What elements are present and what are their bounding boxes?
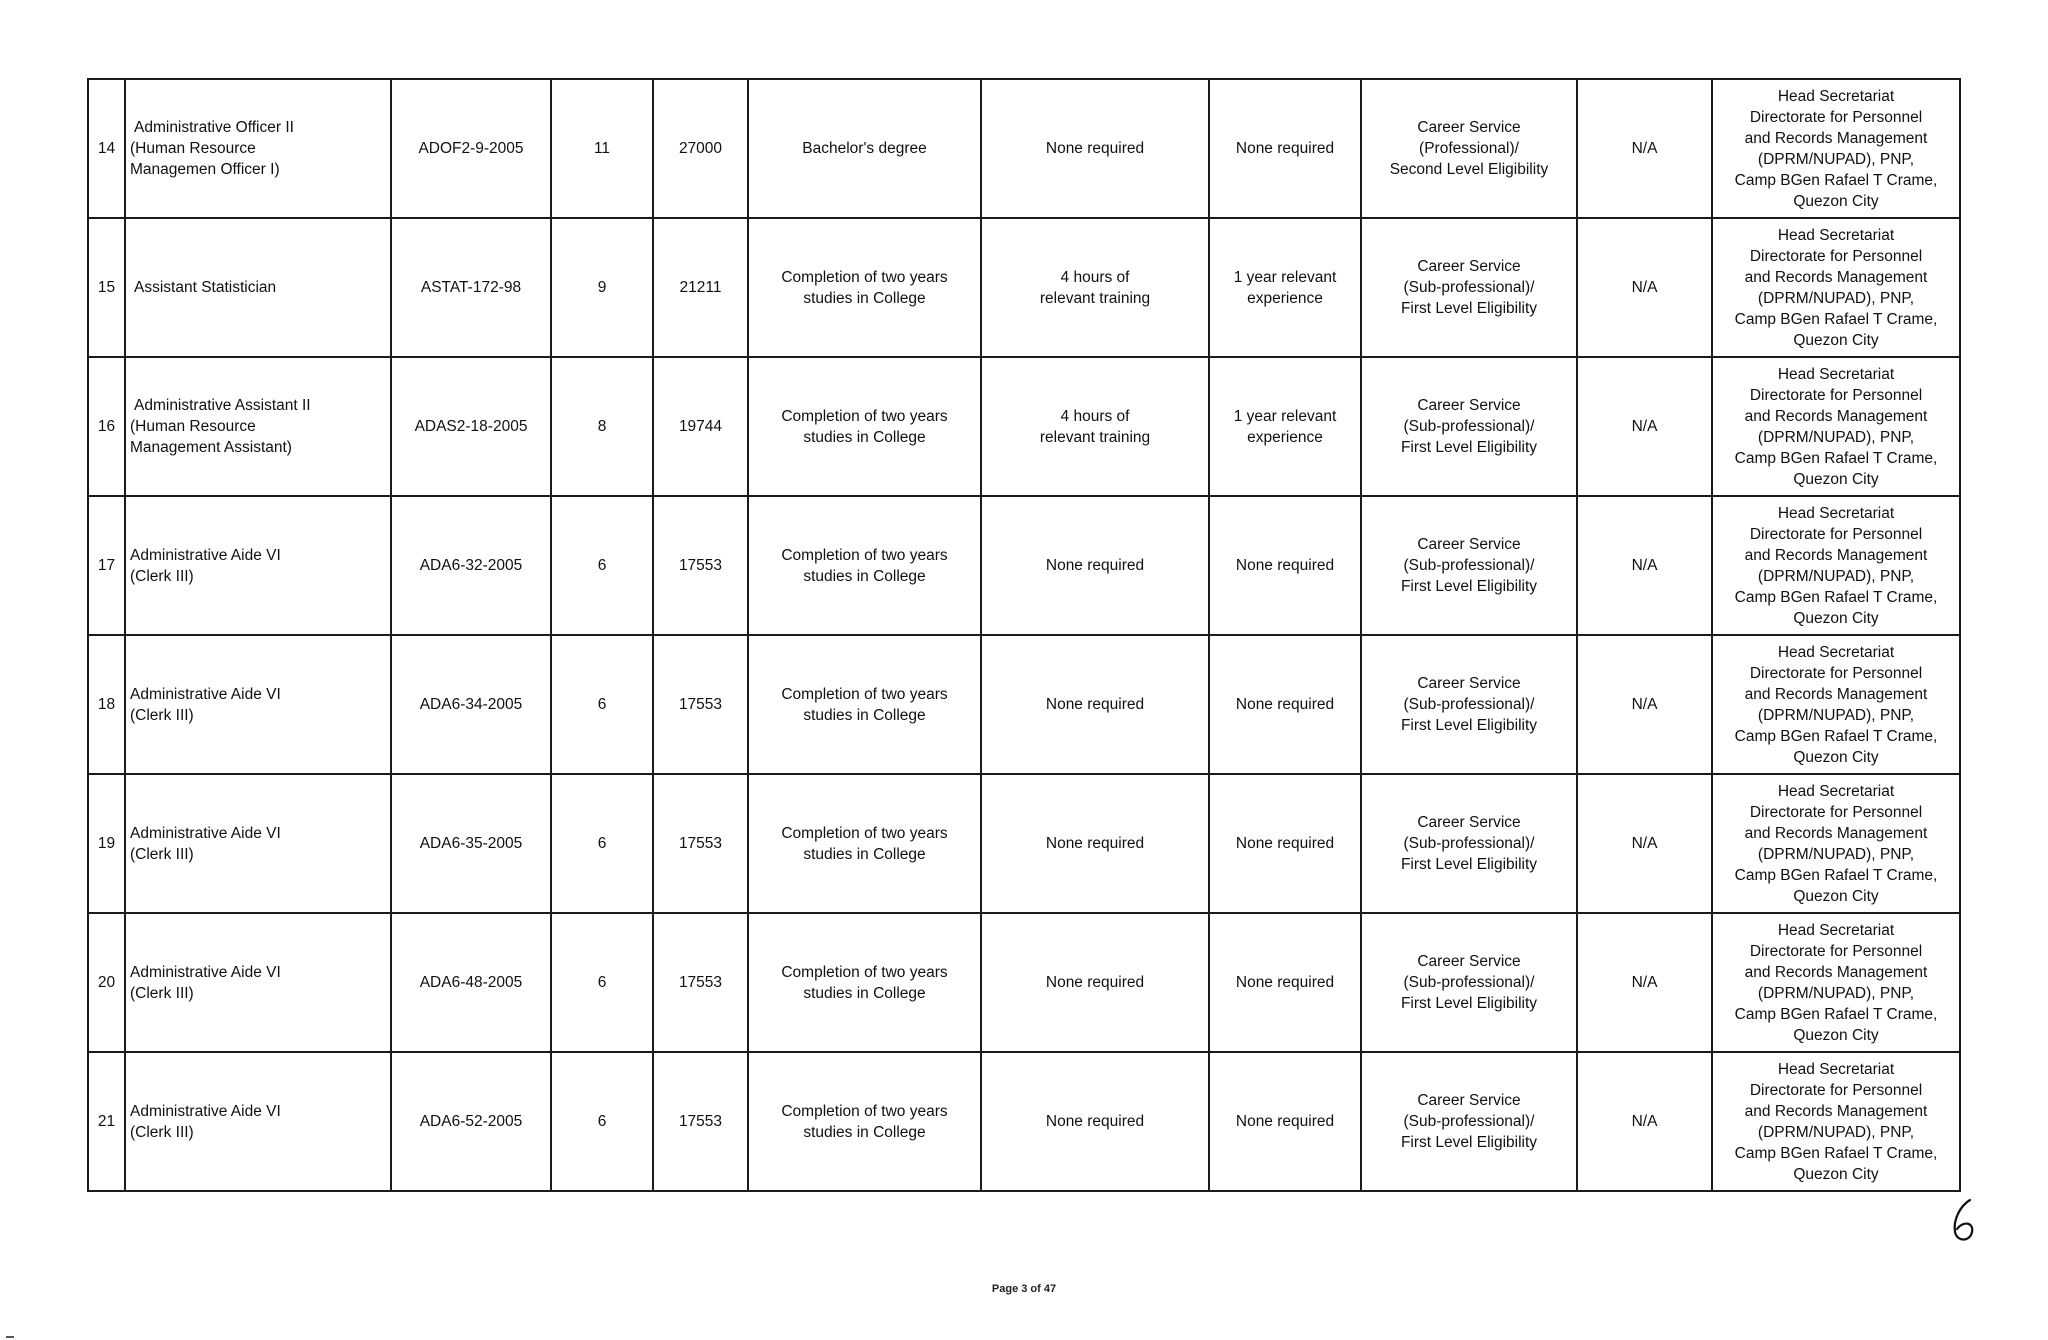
competency-cell: N/A xyxy=(1577,218,1712,357)
training-line: relevant training xyxy=(1039,289,1151,307)
place-line: Directorate for Personnel xyxy=(1749,247,1923,265)
competency-cell: N/A xyxy=(1577,79,1712,218)
place-line: Quezon City xyxy=(1793,1026,1879,1044)
place-line: Directorate for Personnel xyxy=(1749,108,1923,126)
monthly-salary-cell: 17553 xyxy=(653,774,748,913)
experience-line: 1 year relevant xyxy=(1233,268,1337,286)
place-line: Quezon City xyxy=(1793,609,1879,627)
education-line: studies in College xyxy=(803,289,926,307)
place-line: Quezon City xyxy=(1793,192,1879,210)
training-line: None required xyxy=(1045,140,1145,157)
row-number-cell: 20 xyxy=(88,913,125,1052)
education-line: Completion of two years xyxy=(781,407,948,425)
item-number-cell: ADA6-48-2005 xyxy=(391,913,551,1052)
experience-line: None required xyxy=(1235,835,1335,852)
eligibility-line: (Sub-professional)/ xyxy=(1403,418,1535,435)
education-cell xyxy=(748,774,981,913)
experience-cell xyxy=(1209,496,1361,635)
salary-grade-cell: 8 xyxy=(551,357,653,496)
training-cell xyxy=(981,496,1209,635)
item-number-cell: ASTAT-172-98 xyxy=(391,218,551,357)
row-number-cell: 15 xyxy=(88,218,125,357)
monthly-salary-cell: 17553 xyxy=(653,635,748,774)
salary-grade-cell: 6 xyxy=(551,913,653,1052)
place-line: Camp BGen Rafael T Crame, xyxy=(1734,1005,1938,1023)
experience-cell xyxy=(1209,635,1361,774)
place-line: Directorate for Personnel xyxy=(1749,664,1923,682)
place-line: and Records Management xyxy=(1744,129,1928,147)
training-line: None required xyxy=(1045,974,1145,991)
position-line: Administrative Aide VI xyxy=(130,685,281,703)
experience-cell xyxy=(1209,1052,1361,1191)
experience-cell xyxy=(1209,79,1361,218)
position-line: Administrative Aide VI xyxy=(130,963,281,981)
position-title-cell xyxy=(125,913,391,1052)
place-of-assignment-cell xyxy=(1712,1052,1960,1191)
monthly-salary-cell: 21211 xyxy=(653,218,748,357)
education-cell xyxy=(748,357,981,496)
place-line: Directorate for Personnel xyxy=(1749,525,1923,543)
education-cell xyxy=(748,496,981,635)
experience-line: None required xyxy=(1235,696,1335,713)
place-line: Camp BGen Rafael T Crame, xyxy=(1734,449,1938,467)
place-of-assignment-cell xyxy=(1712,913,1960,1052)
training-cell xyxy=(981,79,1209,218)
eligibility-cell xyxy=(1361,357,1577,496)
salary-grade-cell: 6 xyxy=(551,774,653,913)
item-number-cell: ADA6-35-2005 xyxy=(391,774,551,913)
place-line: (DPRM/NUPAD), PNP, xyxy=(1757,984,1915,1002)
place-line: (DPRM/NUPAD), PNP, xyxy=(1757,1123,1915,1141)
place-line: Head Secretariat xyxy=(1777,643,1895,661)
competency-cell: N/A xyxy=(1577,1052,1712,1191)
experience-cell xyxy=(1209,913,1361,1052)
eligibility-line: (Sub-professional)/ xyxy=(1403,835,1535,852)
eligibility-cell xyxy=(1361,635,1577,774)
row-number-cell: 17 xyxy=(88,496,125,635)
experience-cell xyxy=(1209,218,1361,357)
eligibility-cell xyxy=(1361,1052,1577,1191)
eligibility-line: Second Level Eligibility xyxy=(1389,161,1549,178)
table-row xyxy=(88,1052,1960,1191)
position-title-cell xyxy=(125,496,391,635)
eligibility-line: (Sub-professional)/ xyxy=(1403,1113,1535,1130)
training-cell xyxy=(981,1052,1209,1191)
training-line: relevant training xyxy=(1039,428,1151,446)
place-line: Directorate for Personnel xyxy=(1749,803,1923,821)
row-number-cell: 18 xyxy=(88,635,125,774)
training-line: None required xyxy=(1045,696,1145,713)
place-line: (DPRM/NUPAD), PNP, xyxy=(1757,428,1915,446)
place-line: (DPRM/NUPAD), PNP, xyxy=(1757,845,1915,863)
eligibility-line: First Level Eligibility xyxy=(1400,300,1538,317)
position-title-cell xyxy=(125,79,391,218)
competency-cell: N/A xyxy=(1577,635,1712,774)
training-cell xyxy=(981,635,1209,774)
education-line: studies in College xyxy=(803,706,926,724)
monthly-salary-cell: 27000 xyxy=(653,79,748,218)
eligibility-cell xyxy=(1361,218,1577,357)
table-row xyxy=(88,635,1960,774)
education-cell xyxy=(748,635,981,774)
position-line: (Clerk III) xyxy=(130,984,194,1002)
training-line: None required xyxy=(1045,835,1145,852)
place-of-assignment-cell xyxy=(1712,635,1960,774)
row-number-cell: 19 xyxy=(88,774,125,913)
table-row xyxy=(88,913,1960,1052)
eligibility-line: Career Service xyxy=(1417,397,1521,414)
place-line: Head Secretariat xyxy=(1777,782,1895,800)
experience-cell xyxy=(1209,357,1361,496)
vacancy-table xyxy=(87,78,1961,1192)
table-row xyxy=(88,496,1960,635)
education-line: Completion of two years xyxy=(781,963,948,981)
education-cell xyxy=(748,218,981,357)
training-line: None required xyxy=(1045,557,1145,574)
table-row xyxy=(88,79,1960,218)
education-line: studies in College xyxy=(803,567,926,585)
education-line: studies in College xyxy=(803,984,926,1002)
item-number-cell: ADA6-52-2005 xyxy=(391,1052,551,1191)
place-line: Camp BGen Rafael T Crame, xyxy=(1734,588,1938,606)
position-line: Management Assistant) xyxy=(130,439,292,456)
place-line: Directorate for Personnel xyxy=(1749,942,1923,960)
place-line: Camp BGen Rafael T Crame, xyxy=(1734,171,1938,189)
item-number-cell: ADA6-34-2005 xyxy=(391,635,551,774)
position-line: Administrative Assistant II xyxy=(134,397,311,414)
place-line: Head Secretariat xyxy=(1777,365,1895,383)
experience-line: experience xyxy=(1247,428,1323,446)
experience-line: None required xyxy=(1235,557,1335,574)
place-line: Camp BGen Rafael T Crame, xyxy=(1734,866,1938,884)
monthly-salary-cell: 17553 xyxy=(653,496,748,635)
monthly-salary-cell: 17553 xyxy=(653,913,748,1052)
education-line: Completion of two years xyxy=(781,546,948,564)
place-line: Head Secretariat xyxy=(1777,504,1895,522)
competency-cell: N/A xyxy=(1577,913,1712,1052)
training-cell xyxy=(981,774,1209,913)
place-line: Quezon City xyxy=(1793,748,1879,766)
table-row xyxy=(88,357,1960,496)
training-cell xyxy=(981,913,1209,1052)
education-line: studies in College xyxy=(803,845,926,863)
position-title-cell xyxy=(125,1052,391,1191)
eligibility-line: (Professional)/ xyxy=(1419,140,1519,157)
eligibility-line: First Level Eligibility xyxy=(1400,856,1538,873)
education-line: Completion of two years xyxy=(781,1102,948,1120)
education-line: Completion of two years xyxy=(781,268,948,286)
education-cell xyxy=(748,913,981,1052)
row-number-cell: 14 xyxy=(88,79,125,218)
position-line: (Clerk III) xyxy=(130,845,194,863)
place-line: and Records Management xyxy=(1744,685,1928,703)
education-cell xyxy=(748,1052,981,1191)
competency-cell: N/A xyxy=(1577,496,1712,635)
position-title-cell xyxy=(125,635,391,774)
place-line: Camp BGen Rafael T Crame, xyxy=(1734,1144,1938,1162)
education-line: Completion of two years xyxy=(781,685,948,703)
salary-grade-cell: 11 xyxy=(551,79,653,218)
experience-line: None required xyxy=(1235,1113,1335,1130)
place-line: and Records Management xyxy=(1744,407,1928,425)
table-body xyxy=(88,79,1960,1191)
position-line: Managemen Officer I) xyxy=(130,161,280,178)
place-line: Directorate for Personnel xyxy=(1749,1081,1923,1099)
position-line: (Human Resource xyxy=(130,418,256,435)
place-line: Head Secretariat xyxy=(1777,226,1895,244)
salary-grade-cell: 9 xyxy=(551,218,653,357)
eligibility-line: (Sub-professional)/ xyxy=(1403,557,1535,574)
position-line: Administrative Aide VI xyxy=(130,1102,281,1120)
place-line: (DPRM/NUPAD), PNP, xyxy=(1757,289,1915,307)
eligibility-line: Career Service xyxy=(1417,536,1521,553)
place-line: Directorate for Personnel xyxy=(1749,386,1923,404)
place-line: and Records Management xyxy=(1744,1102,1928,1120)
place-line: Camp BGen Rafael T Crame, xyxy=(1734,727,1938,745)
experience-line: experience xyxy=(1247,289,1323,307)
place-line: and Records Management xyxy=(1744,268,1928,286)
place-line: Quezon City xyxy=(1793,887,1879,905)
position-title-cell xyxy=(125,357,391,496)
position-line: Assistant Statistician xyxy=(134,279,277,296)
eligibility-cell xyxy=(1361,774,1577,913)
item-number-cell: ADOF2-9-2005 xyxy=(391,79,551,218)
place-line: and Records Management xyxy=(1744,824,1928,842)
place-of-assignment-cell xyxy=(1712,79,1960,218)
training-line: None required xyxy=(1045,1113,1145,1130)
position-line: (Clerk III) xyxy=(130,1123,194,1141)
position-title-cell xyxy=(125,218,391,357)
place-of-assignment-cell xyxy=(1712,496,1960,635)
eligibility-line: Career Service xyxy=(1417,1092,1521,1109)
place-line: Quezon City xyxy=(1793,1165,1879,1183)
eligibility-line: Career Service xyxy=(1417,953,1521,970)
eligibility-line: (Sub-professional)/ xyxy=(1403,974,1535,991)
place-line: Quezon City xyxy=(1793,331,1879,349)
eligibility-line: Career Service xyxy=(1417,119,1521,136)
position-line: (Clerk III) xyxy=(130,567,194,585)
eligibility-line: First Level Eligibility xyxy=(1400,717,1538,734)
place-line: (DPRM/NUPAD), PNP, xyxy=(1757,150,1915,168)
place-line: Head Secretariat xyxy=(1777,921,1895,939)
place-of-assignment-cell xyxy=(1712,774,1960,913)
training-line: 4 hours of xyxy=(1060,268,1130,286)
monthly-salary-cell: 17553 xyxy=(653,1052,748,1191)
education-line: Bachelor's degree xyxy=(802,140,927,157)
eligibility-line: (Sub-professional)/ xyxy=(1403,279,1535,296)
place-line: (DPRM/NUPAD), PNP, xyxy=(1757,706,1915,724)
place-line: and Records Management xyxy=(1744,963,1928,981)
place-line: Camp BGen Rafael T Crame, xyxy=(1734,310,1938,328)
handwritten-mark-icon xyxy=(1946,1196,1980,1244)
competency-cell: N/A xyxy=(1577,357,1712,496)
place-line: (DPRM/NUPAD), PNP, xyxy=(1757,567,1915,585)
place-line: Quezon City xyxy=(1793,470,1879,488)
eligibility-cell xyxy=(1361,496,1577,635)
place-line: Head Secretariat xyxy=(1777,1060,1895,1078)
item-number-cell: ADAS2-18-2005 xyxy=(391,357,551,496)
training-cell xyxy=(981,357,1209,496)
page-number: Page 3 of 47 xyxy=(991,1283,1057,1295)
table-row xyxy=(88,218,1960,357)
training-cell xyxy=(981,218,1209,357)
experience-line: 1 year relevant xyxy=(1233,407,1337,425)
competency-cell: N/A xyxy=(1577,774,1712,913)
eligibility-line: Career Service xyxy=(1417,258,1521,275)
education-line: studies in College xyxy=(803,1123,926,1141)
position-title-cell xyxy=(125,774,391,913)
position-line: (Human Resource xyxy=(130,140,256,157)
education-line: Completion of two years xyxy=(781,824,948,842)
experience-cell xyxy=(1209,774,1361,913)
table-row xyxy=(88,774,1960,913)
place-line: and Records Management xyxy=(1744,546,1928,564)
position-line: Administrative Aide VI xyxy=(130,546,281,564)
training-line: 4 hours of xyxy=(1060,407,1130,425)
position-line: (Clerk III) xyxy=(130,706,194,724)
eligibility-line: First Level Eligibility xyxy=(1400,995,1538,1012)
row-number-cell: 16 xyxy=(88,357,125,496)
eligibility-line: Career Service xyxy=(1417,675,1521,692)
row-number-cell: 21 xyxy=(88,1052,125,1191)
position-line: Administrative Officer II xyxy=(134,119,294,136)
eligibility-cell xyxy=(1361,79,1577,218)
salary-grade-cell: 6 xyxy=(551,635,653,774)
eligibility-line: First Level Eligibility xyxy=(1400,578,1538,595)
scan-artifact xyxy=(6,1336,14,1338)
item-number-cell: ADA6-32-2005 xyxy=(391,496,551,635)
salary-grade-cell: 6 xyxy=(551,496,653,635)
eligibility-cell xyxy=(1361,913,1577,1052)
education-cell xyxy=(748,79,981,218)
eligibility-line: First Level Eligibility xyxy=(1400,439,1538,456)
eligibility-line: Career Service xyxy=(1417,814,1521,831)
place-line: Head Secretariat xyxy=(1777,87,1895,105)
eligibility-line: First Level Eligibility xyxy=(1400,1134,1538,1151)
place-of-assignment-cell xyxy=(1712,218,1960,357)
experience-line: None required xyxy=(1235,140,1335,157)
position-line: Administrative Aide VI xyxy=(130,824,281,842)
place-of-assignment-cell xyxy=(1712,357,1960,496)
salary-grade-cell: 6 xyxy=(551,1052,653,1191)
education-line: studies in College xyxy=(803,428,926,446)
monthly-salary-cell: 19744 xyxy=(653,357,748,496)
experience-line: None required xyxy=(1235,974,1335,991)
eligibility-line: (Sub-professional)/ xyxy=(1403,696,1535,713)
